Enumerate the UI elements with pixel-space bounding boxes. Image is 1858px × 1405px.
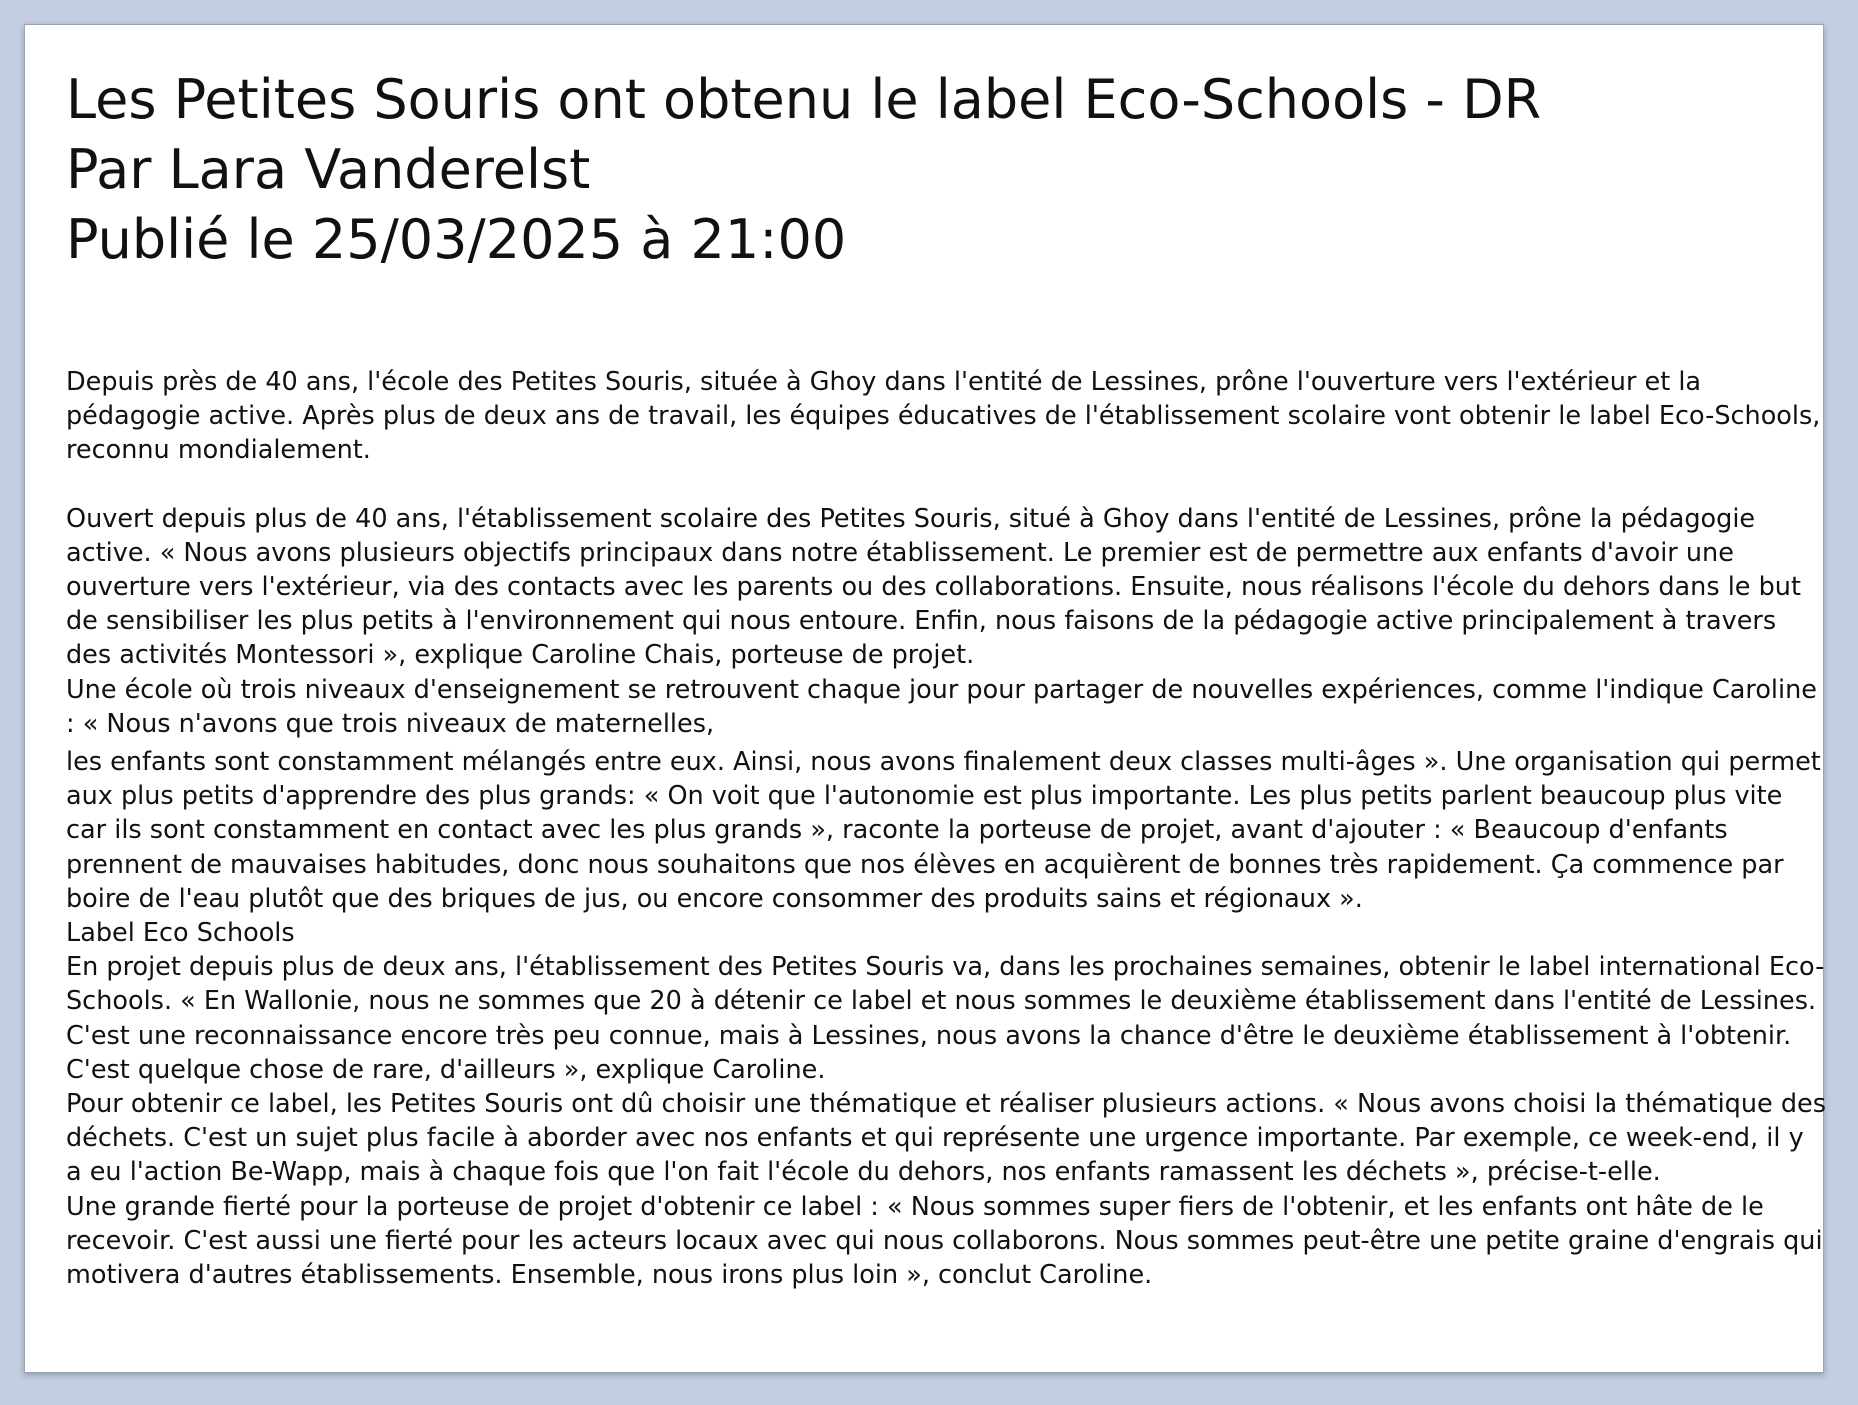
article-paragraph: Une école où trois niveaux d'enseignement se retrouvent chaque jour pour partager de nouvelles expériences, comme l'indique Caroline : « Nous n'avons que trois niveaux de maternelles, bbox=[66, 674, 1817, 739]
publication-date: Publié le 25/03/2025 à 21:00 bbox=[66, 208, 847, 271]
article-header bbox=[66, 65, 1541, 275]
article-lead: Depuis près de 40 ans, l'école des Petites Souris, située à Ghoy dans l'entité de Lessines, prône l'ouverture vers l'extérieur et la pédagogie active. Après plus de deux ans de travail, les équipes éducatives de l'établissement scolaire vont obtenir le label Eco-Schools, reconnu mondialement. bbox=[66, 367, 1821, 466]
author-byline: Par Lara Vanderelst bbox=[66, 138, 591, 201]
article-paragraph: Une grande fierté pour la porteuse de projet d'obtenir ce label : « Nous sommes super fiers de l'obtenir, et les enfants ont hâte de le recevoir. C'est aussi une fierté pour les acteurs locaux avec qui nous collaborons. Nous sommes peut-être une petite graine d'engrais qui motivera d'autres établissements. Ensemble, nous irons plus loin », conclut Caroline. bbox=[66, 1191, 1823, 1291]
document-page bbox=[24, 24, 1824, 1373]
article-paragraph: En projet depuis plus de deux ans, l'établissement des Petites Souris va, dans les prochaines semaines, obtenir le label international Eco-Schools. « En Wallonie, nous ne sommes que 20 à détenir ce label et nous sommes le deuxième établissement dans l'entité de Lessines. C'est une reconnaissance encore très peu connue, mais à Lessines, nous avons la chance d'être le deuxième établissement à l'obtenir. C'est quelque chose de rare, d'ailleurs », explique Caroline. bbox=[66, 952, 1825, 1085]
article-paragraph: les enfants sont constamment mélangés entre eux. Ainsi, nous avons finalement deux classes multi-âges ». Une organisation qui permet aux plus petits d'apprendre des plus grands: « On voit que l'autonomie est plus importante. Les plus petits parlent beaucoup plus vite car ils sont constamment en contact avec les plus grands », raconte la porteuse de projet, avant d'ajouter : « Beaucoup d'enfants prennent de mauvaises habitudes, donc nous souhaitons que nos élèves en acquièrent de bonnes très rapidement. Ça commence par boire de l'eau plutôt que des briques de jus, ou encore consommer des produits sains et régionaux ». bbox=[66, 747, 1821, 914]
article-body bbox=[66, 365, 1826, 1292]
image-caption: Les Petites Souris ont obtenu le label Eco-Schools - DR bbox=[66, 68, 1542, 131]
article-paragraph: Ouvert depuis plus de 40 ans, l'établissement scolaire des Petites Souris, situé à Ghoy dans l'entité de Lessines, prône la pédagogie active. « Nous avons plusieurs objectifs principaux dans notre établissement. Le premier est de permettre aux enfants d'avoir une ouverture vers l'extérieur, via des contacts avec les parents ou des collaborations. Ensuite, nous réalisons l'école du dehors dans le but de sensibiliser les plus petits à l'environnement qui nous entoure. Enfin, nous faisons de la pédagogie active principalement à travers des activités Montessori », explique Caroline Chais, porteuse de projet. bbox=[66, 503, 1801, 671]
article-paragraph: Pour obtenir ce label, les Petites Souris ont dû choisir une thématique et réaliser plusieurs actions. « Nous avons choisi la thématique des déchets. C'est un sujet plus facile à aborder avec nos enfants et qui représente une urgence importante. Par exemple, ce week-end, il y a eu l'action Be-Wapp, mais à chaque fois que l'on fait l'école du dehors, nos enfants ramassent les déchets », précise-t-elle. bbox=[66, 1089, 1826, 1188]
section-subheading: Label Eco Schools bbox=[66, 918, 295, 949]
